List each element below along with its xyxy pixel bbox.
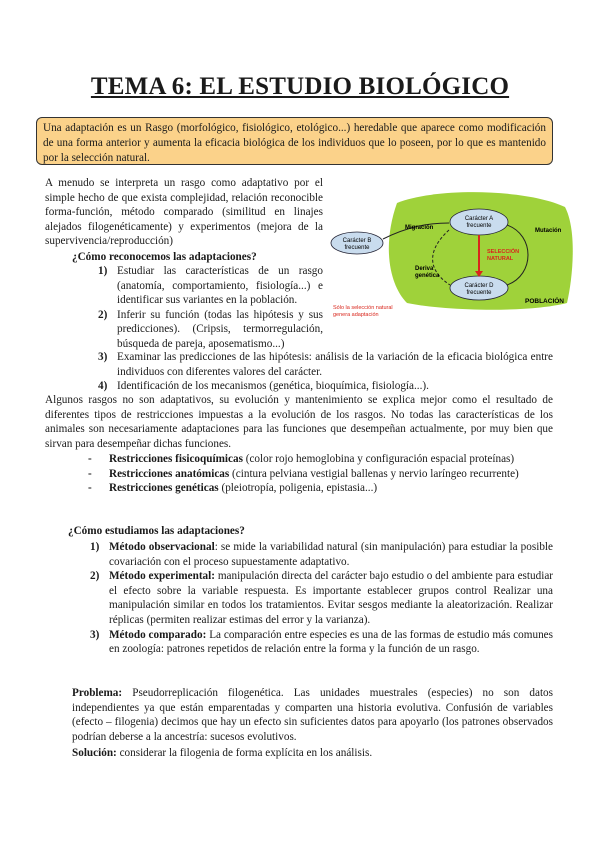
selection-label-2: NATURAL xyxy=(487,256,514,262)
restrictions-list xyxy=(82,452,553,496)
list-item: - Restricciones fisicoquímicas (color rojo hemoglobina y configuración espacial proteínas) xyxy=(88,453,515,465)
page-title: TEMA 6: EL ESTUDIO BIOLÓGICO xyxy=(90,73,510,100)
list-item: 3) Método comparado: La comparación entre especies es una de las formas de estudio más comunes en zoología: patrones repetidos de relación entre la forma y la función de un rasgo. xyxy=(90,628,553,656)
selection-label: SELECCIÓN xyxy=(487,249,520,255)
solution-paragraph: Solución: considerar la filogenia de forma explícita en los análisis. xyxy=(72,747,373,759)
list-item: - Restricciones genéticas (pleiotropía, poligenia, epistasia...) xyxy=(88,482,378,495)
list-item: 3) Examinar las predicciones de las hipótesis: análisis de la variación de la eficacia biológica entre individuos con diferentes valores del carácter. xyxy=(98,351,553,378)
population-label: POBLACIÓN xyxy=(525,298,564,305)
list-item: 2) Método experimental: manipulación directa del carácter bajo estudio o del ambiente para estudiar el efecto sobre la variable respuesta. Es importante establecer grupos control Realizar una manipulación similar en todos los tratamientos. Evitar sesgos mediante la aleatorización. Realizar réplicas (permiten realizar estimas del error y la varianza). xyxy=(90,570,554,626)
mutation-label: Mutación xyxy=(535,228,562,234)
migration-label: Migración xyxy=(405,225,434,231)
note-line-2: genera adaptación xyxy=(333,312,379,318)
question-recognize: ¿Cómo reconocemos las adaptaciones? xyxy=(72,251,257,263)
list-item: 1) Estudiar las características de un rasgo (anatomía, comportamiento, fisiología...) e identificar sus variantes en la población. xyxy=(98,265,323,307)
recognize-list-continued xyxy=(90,350,553,394)
problem-paragraph: Problema: Pseudorreplicación filogenética. Las unidades muestrales (especies) no son datos independientes ya que están emparentadas y comparten una historia evolutiva. Confusión de variables (efecto – filogenia) decimos que hay un efecto sin suficientes datos para apoyarlo (los patrones observados podrían deberse a la ancestría: sucesos evolutivos. xyxy=(72,687,553,743)
caracter-a-node xyxy=(450,209,508,235)
caracter-b-label-2: frecuente xyxy=(344,245,370,251)
definition-box: Una adaptación es un Rasgo (morfológico, fisiológico, etológico...) heredable que aparece como modificación de una forma anterior y aumenta la eficacia biológica de los individuos que lo poseen, por lo que es mantenido por la selección natural. xyxy=(36,117,553,165)
list-item: 1) Método observacional: se mide la variabilidad natural (sin manipulación) para estudiar la posible covariación con el proceso supuestamente adaptativo. xyxy=(90,541,553,568)
drift-label: Deriva xyxy=(415,266,434,272)
methods-list xyxy=(82,540,553,657)
caracter-b-label: Carácter B xyxy=(342,238,372,244)
caracter-a-label-2: frecuente xyxy=(466,223,492,229)
caracter-a-label: Carácter A xyxy=(464,216,494,222)
drift-label-2: genética xyxy=(415,273,440,279)
recognize-list xyxy=(90,264,323,352)
caracter-d-label: Carácter D xyxy=(464,283,494,289)
list-item: 2) Inferir su función (todas las hipótesis y sus predicciones). (Cripsis, termorregulación, búsqueda de pareja, aposematismo...) xyxy=(98,308,323,350)
caracter-d-label-2: frecuente xyxy=(466,290,492,296)
question-study: ¿Cómo estudiamos las adaptaciones? xyxy=(68,525,245,537)
note-line-1: Sólo la selección natural xyxy=(333,305,393,311)
list-item: - Restricciones anatómicas (cintura pelviana vestigial ballenas y nervio laríngeo recurrente) xyxy=(88,467,519,480)
adaptation-diagram xyxy=(327,185,573,335)
restrictions-paragraph: Algunos rasgos no son adaptativos, su evolución y mantenimiento se explica mejor como el resultado de diferentes tipos de restricciones impuestas a la evolución de los rasgos. No todas las características de los animales son necesariamente adaptaciones para las funciones que desempeñan actualmente, por muy bien que sirvan para desempeñar dichas funciones. xyxy=(45,394,553,450)
list-item: 4) Identificación de los mecanismos (genética, bioquímica, fisiología...). xyxy=(98,380,429,393)
intro-paragraph: A menudo se interpreta un rasgo como adaptativo por el simple hecho de que exista complejidad, relación reconocible forma-función, método comparado (similitud en linajes alejados filogenéticamente) y experimentos (mejora de la supervivencia/reproducción) xyxy=(45,177,323,248)
